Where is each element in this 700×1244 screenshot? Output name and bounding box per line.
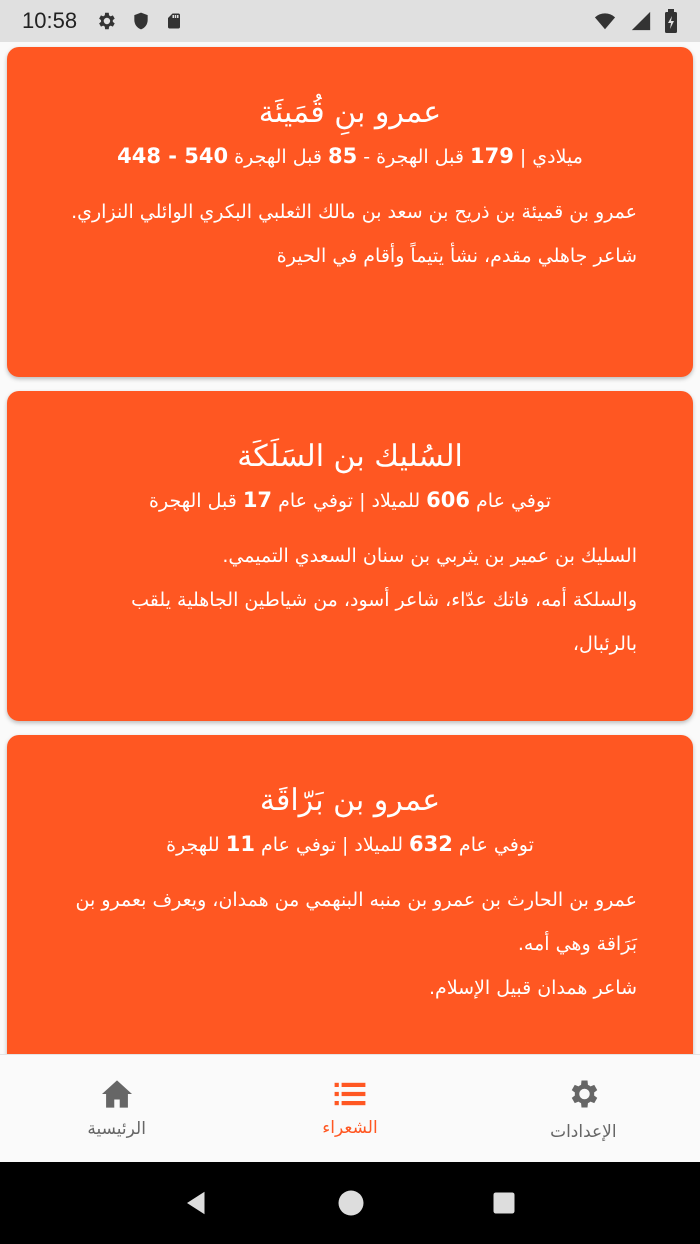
shield-icon — [131, 10, 151, 32]
poet-dates: ميلادي | 179 قبل الهجرة - 85 قبل الهجرة 540 - 448 — [117, 144, 583, 168]
status-bar — [0, 0, 700, 42]
poet-name: السُليك بن السَلَكَة — [237, 439, 463, 474]
wifi-icon — [592, 10, 618, 32]
poet-dates: توفي عام 632 للميلاد | توفي عام 11 للهجرة — [166, 832, 534, 856]
poet-card[interactable] — [7, 391, 693, 721]
nav-poets[interactable] — [233, 1055, 466, 1162]
poet-bio: عمرو بن الحارث بن عمرو بن منبه البنهمي من همدان، ويعرف بعمرو بن بَرَاقة وهي أمه. شاعر همدان قبيل الإسلام. — [75, 889, 637, 999]
battery-icon — [664, 9, 678, 33]
poet-card[interactable] — [7, 735, 693, 1054]
back-icon[interactable] — [182, 1188, 212, 1218]
poet-name: عمرو بنِ قُمَيئَة — [258, 95, 442, 130]
poet-bio: عمرو بن قميئة بن ذريح بن سعد بن مالك الثعلبي البكري الوائلي النزاري. شاعر جاهلي مقدم، نشأ يتيماً وأقام في الحيرة — [71, 201, 637, 267]
poet-card[interactable] — [7, 47, 693, 377]
sd-card-icon — [165, 10, 183, 32]
status-time: 10:58 — [22, 8, 78, 33]
list-icon — [333, 1080, 367, 1108]
nav-settings-label: الإعدادات — [550, 1121, 617, 1142]
home-icon — [100, 1079, 134, 1109]
settings-icon — [565, 1076, 601, 1112]
system-nav-bar — [0, 1162, 700, 1244]
poet-dates: توفي عام 606 للميلاد | توفي عام 17 قبل الهجرة — [149, 488, 551, 512]
nav-home-label: الرئيسية — [87, 1118, 146, 1139]
poet-bio: السليك بن عمير بن يثربي بن سنان السعدي التميمي. والسلكة أمه، فاتك عدّاء، شاعر أسود، من شياطين الجاهلية يلقب بالرئبال، — [131, 545, 637, 655]
poet-name: عمرو بن بَرّاقَة — [259, 783, 441, 818]
nav-settings[interactable] — [467, 1055, 700, 1162]
nav-home[interactable] — [0, 1055, 233, 1162]
signal-icon — [630, 10, 652, 32]
home-circle-icon[interactable] — [336, 1188, 366, 1218]
recents-icon[interactable] — [490, 1189, 518, 1217]
poets-list[interactable] — [0, 42, 700, 1054]
bottom-nav — [0, 1054, 700, 1162]
nav-poets-label: الشعراء — [322, 1117, 378, 1138]
gear-icon — [95, 10, 117, 32]
